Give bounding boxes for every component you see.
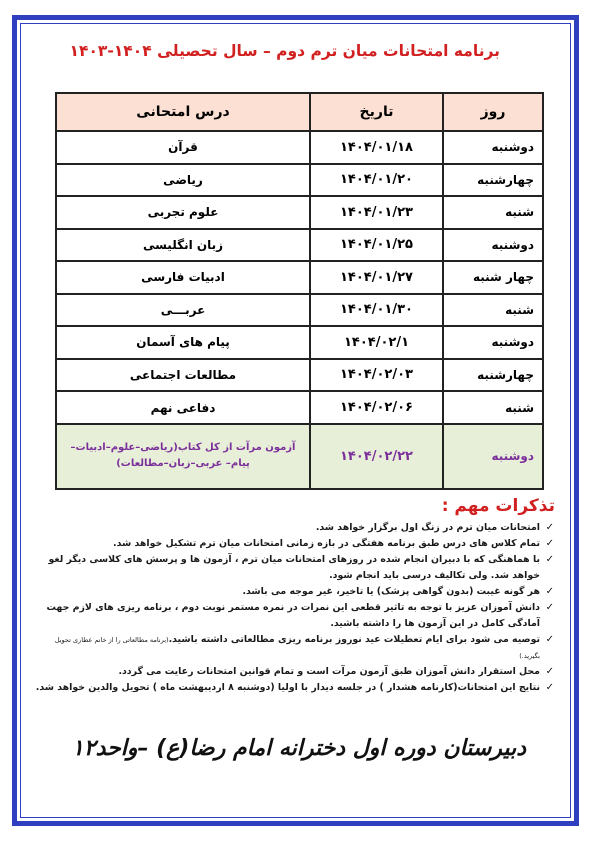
table-row-highlighted bbox=[56, 424, 543, 489]
date-cell: ۱۴۰۴/۰۱/۲۵ bbox=[310, 229, 443, 262]
exam-schedule-table bbox=[55, 92, 544, 490]
note-small-text: (برنامه مطالعاتی را از خانم عطاری تحویل بگیرید.) bbox=[54, 636, 540, 660]
subject-cell: پیام های آسمان bbox=[56, 326, 310, 359]
check-icon: ✓ bbox=[545, 602, 554, 613]
table-header-row bbox=[56, 93, 543, 131]
date-cell: ۱۴۰۴/۰۲/۰۳ bbox=[310, 359, 443, 392]
check-icon: ✓ bbox=[545, 682, 554, 693]
check-icon: ✓ bbox=[545, 666, 554, 677]
note-text: هر گونه غیبت (بدون گواهی پزشک) یا تاخیر، غیر موجه می باشد. bbox=[242, 586, 540, 597]
date-cell: ۱۴۰۴/۰۱/۲۷ bbox=[310, 261, 443, 294]
table-row bbox=[56, 229, 543, 262]
table-row bbox=[56, 326, 543, 359]
day-cell: شنبه bbox=[443, 391, 543, 424]
day-cell: دوشنبه bbox=[443, 131, 543, 164]
check-icon: ✓ bbox=[545, 586, 554, 597]
subject-cell: زبان انگلیسی bbox=[56, 229, 310, 262]
date-cell: ۱۴۰۴/۰۲/۲۲ bbox=[310, 424, 443, 489]
subject-cell: ریاضی bbox=[56, 164, 310, 197]
header-date: تاریخ bbox=[310, 93, 443, 131]
check-icon: ✓ bbox=[545, 554, 554, 565]
day-cell: چهارشنبه bbox=[443, 359, 543, 392]
note-text: محل استقرار دانش آموزان طبق آزمون مرآت است و تمام قوانین امتحانات رعایت می گردد. bbox=[118, 666, 540, 677]
subject-cell: دفاعی نهم bbox=[56, 391, 310, 424]
note-text: امتحانات میان ترم در زنگ اول برگزار خواهد شد. bbox=[315, 522, 540, 533]
note-text: دانش آموزان عزیز با توجه به تاثیر قطعی این نمرات در نمره مستمر نوبت دوم ، برنامه ریزی های لازم جهت آمادگی کامل در این آزمون ها را داشته باشید. bbox=[46, 602, 540, 629]
check-icon: ✓ bbox=[545, 522, 554, 533]
note-text: نتایج این امتحانات(کارنامه هشدار ) در جلسه دیدار با اولیا (دوشنبه ۸ اردیبهشت ماه ) تحویل والدین خواهد شد. bbox=[35, 682, 540, 693]
table-row bbox=[56, 131, 543, 164]
day-cell: شنبه bbox=[443, 196, 543, 229]
list-item bbox=[34, 584, 554, 600]
day-cell: چهار شنبه bbox=[443, 261, 543, 294]
subject-cell: مطالعات اجتماعی bbox=[56, 359, 310, 392]
subject-cell: قرآن bbox=[56, 131, 310, 164]
note-text: توصیه می شود برای ایام تعطیلات عید نوروز برنامه ریزی مطالعاتی داشته باشید. bbox=[168, 634, 540, 645]
table-row bbox=[56, 196, 543, 229]
date-cell: ۱۴۰۴/۰۲/۰۶ bbox=[310, 391, 443, 424]
day-cell: شنبه bbox=[443, 294, 543, 327]
list-item bbox=[34, 632, 554, 664]
subject-cell: ادبیات فارسی bbox=[56, 261, 310, 294]
list-item bbox=[34, 664, 554, 680]
header-subject: درس امتحانی bbox=[56, 93, 310, 131]
page-title: برنامه امتحانات میان ترم دوم – سال تحصیلی ۱۴۰۴-۱۴۰۳ bbox=[69, 42, 500, 60]
list-item bbox=[34, 680, 554, 696]
table-row bbox=[56, 164, 543, 197]
check-icon: ✓ bbox=[545, 634, 554, 645]
date-cell: ۱۴۰۴/۰۱/۱۸ bbox=[310, 131, 443, 164]
subject-cell: علوم تجربی bbox=[56, 196, 310, 229]
note-text: تمام کلاس های درس طبق برنامه هفتگی در بازه زمانی امتحانات میان ترم تشکیل خواهد شد. bbox=[113, 538, 540, 549]
list-item bbox=[34, 520, 554, 536]
day-cell: دوشنبه bbox=[443, 326, 543, 359]
subject-cell: عربـــی bbox=[56, 294, 310, 327]
list-item bbox=[34, 552, 554, 584]
table-row bbox=[56, 261, 543, 294]
day-cell: چهارشنبه bbox=[443, 164, 543, 197]
table-row bbox=[56, 294, 543, 327]
table-row bbox=[56, 391, 543, 424]
table-row bbox=[56, 359, 543, 392]
date-cell: ۱۴۰۴/۰۱/۳۰ bbox=[310, 294, 443, 327]
list-item bbox=[34, 600, 554, 632]
list-item bbox=[34, 536, 554, 552]
date-cell: ۱۴۰۴/۰۱/۲۳ bbox=[310, 196, 443, 229]
date-cell: ۱۴۰۴/۰۱/۲۰ bbox=[310, 164, 443, 197]
notes-list bbox=[34, 520, 554, 696]
note-text: با هماهنگی که با دبیران انجام شده در روزهای امتحانات میان ترم ، آزمون ها و پرسش های کلاسی دیگر لغو خواهد شد. ولی تکالیف درسی باید انجام شود. bbox=[48, 554, 540, 581]
check-icon: ✓ bbox=[545, 538, 554, 549]
school-name-footer: دبیرستان دوره اول دخترانه امام رضا(ع) –واحد۱۲ bbox=[71, 736, 526, 761]
notes-heading: تذکرات مهم : bbox=[441, 496, 555, 516]
day-cell: دوشنبه bbox=[443, 424, 543, 489]
date-cell: ۱۴۰۴/۰۲/۱ bbox=[310, 326, 443, 359]
day-cell: دوشنبه bbox=[443, 229, 543, 262]
header-day: روز bbox=[443, 93, 543, 131]
subject-cell: آزمون مرآت از کل کتاب(ریاضی–علوم–ادبیات–پیام– عربی–زبان–مطالعات) bbox=[56, 424, 310, 489]
